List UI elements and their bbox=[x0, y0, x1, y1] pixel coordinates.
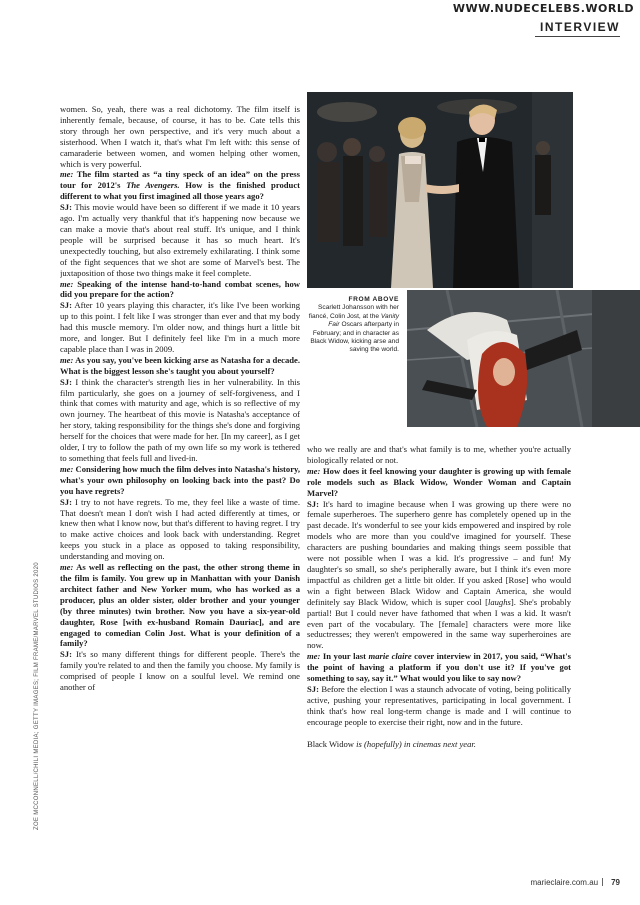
answer bbox=[60, 377, 300, 464]
caption-text: Scarlett Johansson with her fiancé, Colin Jost, at the bbox=[308, 304, 399, 320]
question-text: As you say, you've been kicking arse as Natasha for a decade. What is the biggest lesson she's taught you about yourself? bbox=[60, 354, 300, 376]
answer-text: ]. She's probably partial! But I could never have fathomed that when I was a kid. It wasn't even part of the vocabulary. The [female] characters were more like seductresses; they weren't empowered in the same way superheroines are now. bbox=[307, 596, 571, 651]
answer bbox=[60, 649, 300, 693]
closing-italic: is (hopefully) in cinemas next year. bbox=[356, 738, 476, 749]
photo-caption bbox=[307, 296, 399, 355]
answer-label: SJ: bbox=[60, 300, 72, 311]
paragraph: who we really are and that's what family is to me, whether you're actually biologically related or not. bbox=[307, 444, 571, 465]
answer-italic: laughs bbox=[487, 596, 511, 607]
answer-text: I think the character's strength lies in her vulnerability. In this film particularly, she goes on a journey of self-forgiveness, and I think that comes with maturity and age, which is so reflective of my own journey. The heartbeat of this movie is Natasha's acceptance of her story, taking responsibility for the things she's done and forgiving herself for the choices that were made for her. [In my career], as I get older, I try to follow the path of my own life so my work is tethered to something that feels full and lived-in. bbox=[60, 376, 300, 463]
answer-label: SJ: bbox=[60, 496, 72, 507]
caption-italic: Vanity Fair bbox=[328, 312, 399, 329]
caption-heading: FROM ABOVE bbox=[348, 296, 399, 303]
answer-label: SJ: bbox=[60, 376, 72, 387]
question-label: me: bbox=[60, 169, 74, 180]
question bbox=[60, 355, 300, 377]
photo-black-widow-illustration bbox=[407, 290, 640, 427]
photo-couple bbox=[307, 92, 573, 288]
question-label: me: bbox=[307, 465, 321, 476]
section-rule bbox=[535, 36, 620, 37]
question bbox=[60, 464, 300, 497]
paragraph: women. So, yeah, there was a real dichotomy. The film itself is inherently female, because, of course, it has to be. Cate tells this story through her own perspective, and it's very much about a sisterhood. When I watch it, that's what I'm left with: this sense of camaraderie between women, and women helping other women, which is very powerful. bbox=[60, 104, 300, 169]
answer-label: SJ: bbox=[60, 202, 72, 213]
answer-text: This movie would have been so different if we made it 10 years ago. I'm actually very thankful that it's happening now because we can make a movie that's about real stuff. It's unique, and I think people will be surprised because it has so much heart. It's unexpectedly touching, but also extremely exhilarating. I think some of the fight sequences that we shot are some of Marvel's best. The juxtaposition of those two things make it feel complete. bbox=[60, 202, 300, 278]
answer-text: I try to not have regrets. To me, they feel like a waste of time. That doesn't mean I don't wish I had acted differently at times, or knew then what I know now, but that's different to having regret. I try to make active choices and look back with understanding. Regret keeps you stuck in a place as opposed to taking responsibility, understanding and moving on. bbox=[60, 496, 300, 562]
answer-text: It's so many different things for different people. There's the family you're related to and then the family you choose. My family is comprised of people I know on a soulful level. We remind one another of bbox=[60, 649, 300, 693]
answer-label: SJ: bbox=[307, 683, 319, 694]
section-title: INTERVIEW bbox=[540, 20, 620, 34]
question-text: Speaking of the intense hand-to-hand combat scenes, how did you prepare for the action? bbox=[60, 278, 300, 300]
footer-site: marieclaire.com.au bbox=[530, 878, 599, 887]
page-number: 79 bbox=[611, 878, 620, 887]
answer bbox=[307, 499, 571, 652]
answer-label: SJ: bbox=[307, 498, 319, 509]
answer-text: Before the election I was a staunch advocate of voting, being politically active, pushing your representatives, participating in local government. I think that's how real long-term change is made and I will continue to encourage people to exercise their right, now and in the future. bbox=[307, 683, 571, 727]
answer bbox=[307, 684, 571, 728]
article-column-right bbox=[307, 444, 571, 884]
answer-label: SJ: bbox=[60, 649, 72, 660]
page-footer bbox=[531, 878, 620, 887]
question-label: me: bbox=[307, 651, 321, 662]
question-text: The film started as “a tiny speck of an idea” on the press tour for 2012's bbox=[60, 169, 300, 191]
answer-text: It's hard to imagine because when I was growing up there were no female superheroes. The superhero genre has completely opened up in the past decade. It's wonderful to see your kids empowered and inspired by role models who are more than you could've imagined for yourself. These characters are pushing boundaries and making things seem possible that were not possible when I was a kid. It's progressive – and fun! My daughter's so small, so she's peripherally aware, but I think it's even more impactful as children get a little bit older. If you asked [Rose] who would win a fight between Black Widow and Captain America, she would definitely say Black Widow, which is super cool [ bbox=[307, 498, 571, 607]
question-text: How does it feel knowing your daughter is growing up with female role models such as Black Widow, Wonder Woman and Captain Marvel? bbox=[307, 465, 571, 498]
question-text: cover interview in 2017, you said, “What's the point of having a platform if you don't use it? If you've got something to say, say it.” What would you like to say now? bbox=[307, 651, 571, 684]
question-text: As well as reflecting on the past, the other strong theme in the film is family. You grew up in Manhattan with your Danish architect father and New Yorker mum, who has worked as a producer, plus an older sister, older brother and your younger (by three minutes) twin brother. Now you have a six-year-old daughter, Rose [with ex-husband Romain Dauriac], and are engaged to comedian Colin Jost. What is your definition of a family? bbox=[60, 562, 300, 649]
answer bbox=[60, 202, 300, 278]
question-label: me: bbox=[60, 562, 74, 573]
question bbox=[60, 279, 300, 301]
question bbox=[60, 562, 300, 649]
closing-line bbox=[307, 739, 571, 750]
question bbox=[307, 466, 571, 499]
photo-credit bbox=[34, 500, 44, 830]
question-label: me: bbox=[60, 354, 74, 365]
question-text: In your last bbox=[320, 651, 369, 662]
answer-text: After 10 years playing this character, it's like I've been working up to this point. I felt like I was stronger than ever and that my body had this muscle memory. I'm older now, and things hurt a little bit more, and longer. But I definitely feel like I'm in a much more capable place than I was in 2009. bbox=[60, 300, 300, 354]
question-italic: The Avengers. bbox=[126, 180, 180, 191]
photo-credit-text: ZOE MCCONNELL/CHILI MEDIA; GETTY IMAGES; FILM FRAME/MARVEL STUDIOS 2020 bbox=[34, 562, 40, 830]
answer bbox=[60, 300, 300, 355]
question-text: How is the finished product different to what you first imagined all those years ago? bbox=[60, 180, 300, 202]
question bbox=[60, 169, 300, 202]
question-label: me: bbox=[60, 463, 74, 474]
article-column-left bbox=[60, 104, 300, 819]
photo-couple-illustration bbox=[307, 92, 573, 288]
watermark: WWW.NUDECELEBS.WORLD bbox=[447, 0, 640, 17]
closing-text: Black Widow bbox=[307, 738, 357, 749]
question bbox=[307, 651, 571, 684]
footer-divider bbox=[602, 878, 603, 886]
question-italic: marie claire bbox=[368, 651, 412, 662]
question-text: Considering how much the film delves into Natasha's history, what's your own philosophy on looking back into the past? Do you have regrets? bbox=[60, 463, 300, 496]
question-label: me: bbox=[60, 278, 74, 289]
photo-black-widow bbox=[407, 290, 640, 427]
answer bbox=[60, 497, 300, 562]
caption-text-end: Oscars afterparty in February; and in character as Black Widow, kicking arse and saving the world. bbox=[310, 321, 399, 354]
